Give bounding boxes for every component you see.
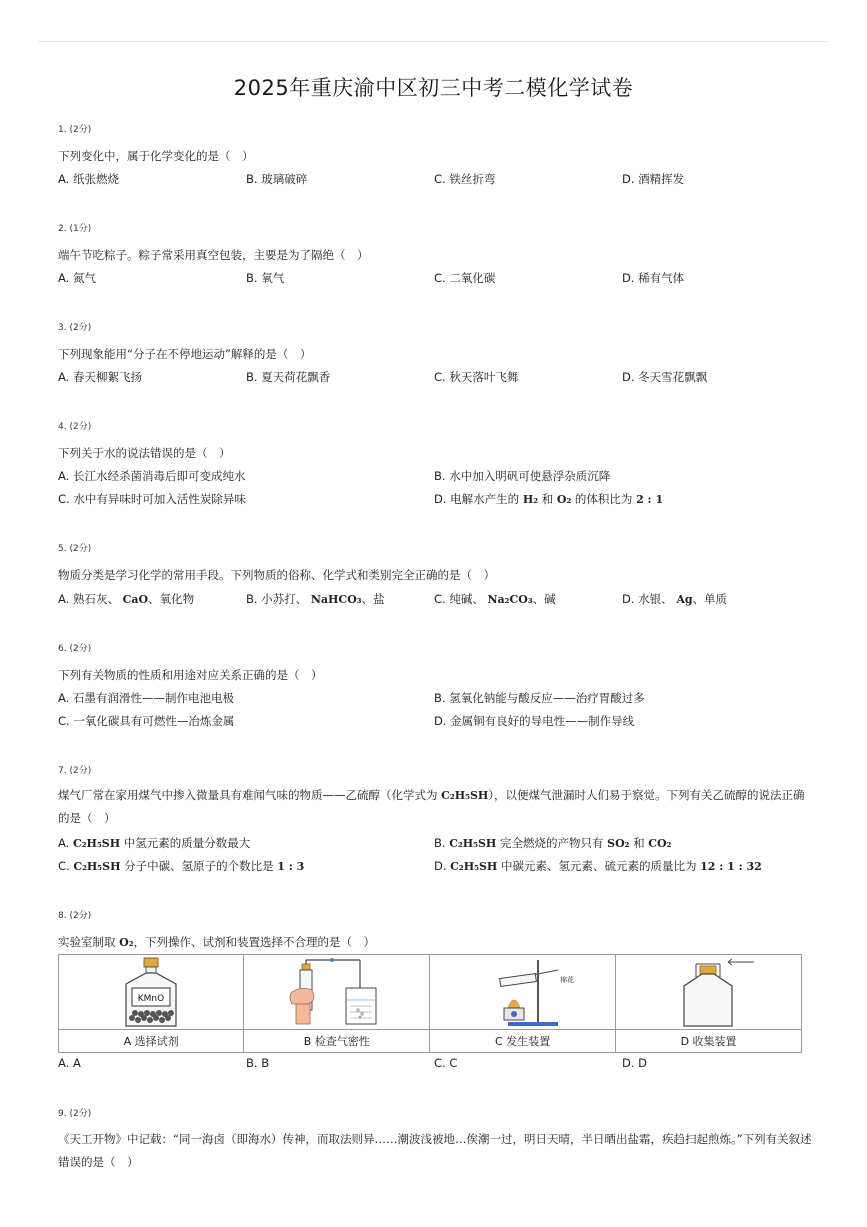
question-4-option-b[interactable]: B. 水中加入明矾可使悬浮杂质沉降	[434, 469, 611, 483]
question-2-option-b[interactable]: B. 氧气	[246, 271, 285, 285]
airtight-check-image	[282, 956, 392, 1028]
question-4-header: 4. (2分)	[58, 422, 92, 432]
question-6-option-d[interactable]: D. 金属铜有良好的导电性——制作导线	[434, 714, 635, 728]
page-title: 2025年重庆渝中区初三中考二模化学试卷	[233, 76, 634, 100]
question-1-stem: 下列变化中，属于化学变化的是（ ）	[58, 149, 254, 163]
question-2-option-a[interactable]: A. 氮气	[58, 271, 96, 285]
reagent-bottle-image	[116, 956, 186, 1028]
question-8-option-b[interactable]: B. B	[246, 1056, 270, 1070]
question-3-stem: 下列现象能用“分子在不停地运动”解释的是（ ）	[58, 347, 312, 361]
question-3-option-c[interactable]: C. 秋天落叶飞舞	[434, 370, 519, 384]
apparatus-b-cell	[244, 955, 430, 1030]
question-1-option-a[interactable]: A. 纸张燃烧	[58, 172, 119, 186]
bottle-label: KMnO	[137, 994, 165, 1004]
question-4-option-c[interactable]: C. 水中有异味时可加入活性炭除异味	[58, 492, 246, 506]
question-5-header: 5. (2分)	[58, 544, 92, 554]
question-2-option-c[interactable]: C. 二氧化碳	[434, 271, 496, 285]
collection-bottle-image	[654, 956, 764, 1028]
question-3-option-d[interactable]: D. 冬天雪花飘飘	[622, 370, 708, 384]
question-4-stem: 下列关于水的说法错误的是（ ）	[58, 446, 231, 460]
apparatus-c-cell	[430, 955, 616, 1030]
question-2-option-d[interactable]: D. 稀有气体	[622, 271, 685, 285]
question-5-option-c[interactable]: C. 纯碱、 Na₂CO₃、碱	[434, 592, 556, 606]
question-1-option-d[interactable]: D. 酒精挥发	[622, 172, 685, 186]
question-7-option-d[interactable]: D. C₂H₅SH 中碳元素、氢元素、硫元素的质量比为 12 : 1 : 32	[434, 859, 762, 873]
question-5-option-b[interactable]: B. 小苏打、 NaHCO₃、盐	[246, 592, 385, 606]
generation-setup-image	[468, 956, 578, 1028]
cotton-label: 棉花	[559, 976, 574, 984]
question-4-option-a[interactable]: A. 长江水经杀菌消毒后即可变成纯水	[58, 469, 246, 483]
question-6-header: 6. (2分)	[58, 644, 92, 654]
question-7-option-c[interactable]: C. C₂H₅SH 分子中碳、氢原子的个数比是 1 : 3	[58, 859, 305, 873]
header-divider	[38, 41, 829, 42]
question-6-option-a[interactable]: A. 石墨有润滑性——制作电池电极	[58, 691, 234, 705]
question-6-option-b[interactable]: B. 氢氧化钠能与酸反应——治疗胃酸过多	[434, 691, 645, 705]
question-3-header: 3. (2分)	[58, 323, 92, 333]
question-9-stem: 《天工开物》中记载：“同一海卤（即海水）传神，而取法则异……潮波浅被地…俟潮一过，明日天晴，半日晒出盐霜，疾趋扫起煎炼。”下列有关叙述错误的是（ ）	[58, 1132, 812, 1169]
apparatus-d-caption: D 收集装置	[616, 1030, 802, 1053]
question-4-option-d[interactable]: D. 电解水产生的 H₂ 和 O₂ 的体积比为 2 : 1	[434, 492, 664, 506]
question-3-option-a[interactable]: A. 春天柳絮飞扬	[58, 370, 142, 384]
question-7-option-a[interactable]: A. C₂H₅SH 中氢元素的质量分数最大	[58, 836, 251, 850]
question-8-stem: 实验室制取 O₂，下列操作、试剂和装置选择不合理的是（ ）	[58, 935, 376, 949]
apparatus-c-caption: C 发生装置	[430, 1030, 616, 1053]
question-5-option-a[interactable]: A. 熟石灰、 CaO、氧化物	[58, 592, 195, 606]
question-8-option-a[interactable]: A. A	[58, 1056, 81, 1070]
question-9-header: 9. (2分)	[58, 1109, 92, 1119]
question-8-header: 8. (2分)	[58, 911, 92, 921]
apparatus-a-caption: A 选择试剂	[59, 1030, 244, 1053]
question-6-option-c[interactable]: C. 一氧化碳具有可燃性—冶炼金属	[58, 714, 235, 728]
question-5-stem: 物质分类是学习化学的常用手段。下列物质的俗称、化学式和类别完全正确的是（ ）	[58, 568, 495, 582]
question-2-header: 2. (1分)	[58, 224, 92, 234]
question-6-stem: 下列有关物质的性质和用途对应关系正确的是（ ）	[58, 668, 323, 682]
question-5-option-d[interactable]: D. 水银、 Ag、单质	[622, 592, 728, 606]
question-8-option-c[interactable]: C. C	[434, 1056, 458, 1070]
question-7-stem: 煤气厂常在家用煤气中掺入微量具有难闻气味的物质——乙硫醇（化学式为 C₂H₅SH），以便煤气泄漏时人们易于察觉。下列有关乙硫醇的说法正确的是（ ）	[58, 788, 805, 825]
question-7-option-b[interactable]: B. C₂H₅SH 完全燃烧的产物只有 SO₂ 和 CO₂	[434, 836, 672, 850]
question-3-option-b[interactable]: B. 夏天荷花飘香	[246, 370, 331, 384]
apparatus-b-caption: B 检查气密性	[244, 1030, 430, 1053]
question-1-header: 1. (2分)	[58, 125, 92, 135]
question-8-option-d[interactable]: D. D	[622, 1056, 648, 1070]
question-1-option-c[interactable]: C. 铁丝折弯	[434, 172, 496, 186]
apparatus-table	[58, 954, 802, 1053]
apparatus-d-cell	[616, 955, 802, 1030]
question-7-header: 7. (2分)	[58, 766, 92, 776]
question-1-option-b[interactable]: B. 玻璃破碎	[246, 172, 308, 186]
question-2-stem: 端午节吃粽子。粽子常采用真空包装，主要是为了隔绝（ ）	[58, 248, 369, 262]
apparatus-a-cell	[59, 955, 244, 1030]
